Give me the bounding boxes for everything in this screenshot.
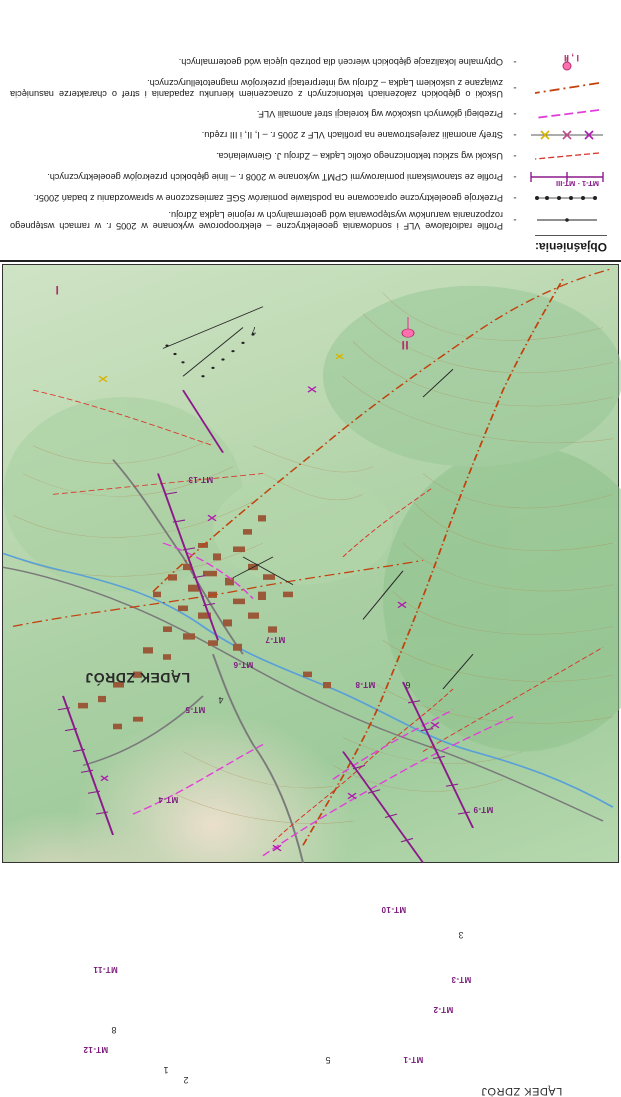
town-label-main: LĄDEK ZDRÓJ [85, 670, 191, 686]
legend-text: Uskoki wg szkicu tektonicznego okolic Lądka – Zdroju J. Gierwielańca. [216, 151, 503, 162]
legend-text: Optymalne lokalizacje głębokich wierceń dla potrzeb ujęcia wód geotermalnych. [178, 57, 503, 68]
site-symbol-label: I , II [563, 53, 579, 63]
anomaly-markers-yellow [99, 354, 343, 382]
profile-label: MT-7 [265, 635, 286, 644]
profile-label: MT-11 [93, 965, 118, 974]
legend-item-cpmt-profiles: MT-1 · MT-III - Profile ze stanowiskami pomiarowymi CPMT wykonane w 2008 r. – linie głębokich przekrojów geoelektrycznych. [10, 167, 607, 187]
site-label-i: I [55, 283, 59, 297]
legend-text: Przekroje geoelektryczne opracowane na podstawie pomiarów SGE zamieszczone w sprawozdaniu z badań 2005r. [33, 193, 503, 204]
profile-label: MT-10 [381, 905, 407, 914]
legend-text: Przebiegi głównych uskoków wg korelacji stref anomalii VLF. [256, 109, 503, 120]
profile-number: 4 [218, 695, 224, 705]
cpmt-symbol-label: MT-1 · MT-III [556, 179, 599, 188]
profile-number: 5 [325, 1055, 331, 1065]
magenta-dash-symbol [527, 105, 607, 123]
cpmt-profile-symbol [527, 168, 607, 186]
orange-dash-symbol [527, 79, 607, 97]
vlf-line-symbol [527, 211, 607, 229]
legend-item-deep-faults: - Uskoki o głębokich założeniach tektonicznych z oznaczeniem kierunku zapadania i stref o charakterze nasunięcia związane z uskokiem Lądka – Zdroju wg interpretacji przekrojów magnetotellurycznych. [10, 73, 607, 103]
profile-number: 8 [111, 1025, 117, 1035]
legend-title: Objaśnienia: [535, 235, 607, 254]
profile-label: MT-1 [403, 1055, 424, 1064]
legend-text: Profile radiofalowe VLF i sondowania geoelektryczne – elektrooporowe wykonane w 2005 r. w ramach wstępnego rozpoznania warunków występowania wód geotermalnych w rejonie Lądka Zdroju. [10, 210, 503, 231]
profile-number: 6 [405, 680, 411, 690]
anomaly-x-symbol [527, 126, 607, 144]
profile-label: MT-9 [473, 805, 494, 814]
legend-item-sge-sections: - Przekroje geoelektryczne opracowane na podstawie pomiarów SGE zamieszczone w sprawozdaniu z badań 2005r. [10, 188, 607, 208]
legend-content [0, 0, 621, 262]
legend-text: Profile ze stanowiskami pomiarowymi CPMT wykonane w 2008 r. – linie głębokich przekrojów geoelektrycznych. [47, 172, 503, 183]
profile-label: MT-4 [158, 795, 179, 804]
legend-item-vlf-faults: - Przebiegi głównych uskoków wg korelacji stref anomalii VLF. [10, 104, 607, 124]
legend-item-drill-sites: I , II - Optymalne lokalizacje głębokich wierceń dla potrzeb ujęcia wód geotermalnych. [10, 52, 607, 72]
profile-label: MT-8 [355, 680, 376, 689]
town-label-top: LĄDEK ZDRÓJ [481, 1085, 563, 1097]
profile-number: 7 [251, 325, 257, 335]
site-marker-symbol [527, 53, 607, 71]
legend [0, 0, 621, 262]
map-canvas [3, 265, 620, 864]
profile-label: MT-13 [188, 475, 214, 484]
profile-label: MT-12 [83, 1045, 109, 1054]
site-label-ii: II [401, 338, 409, 352]
legend-item-vlf-profiles: - Profile radiofalowe VLF i sondowania geoelektryczne – elektrooporowe wykonane w 2005 r. w ramach wstępnego rozpoznania warunków występowania wód geotermalnych w rejonie Lądka Zdroju. [10, 209, 607, 231]
profile-number: 2 [183, 1075, 189, 1085]
legend-item-anomaly-zones: - Strefy anomalii zarejestrowane na profilach VLF z 2005 r. – I, II, i III rzędu. [10, 125, 607, 145]
profile-label: MT-6 [233, 660, 254, 669]
red-dash-symbol [527, 147, 607, 165]
legend-text: Strefy anomalii zarejestrowane na profilach VLF z 2005 r. – I, II, i III rzędu. [201, 130, 503, 141]
profile-label: MT-3 [451, 975, 472, 984]
sge-dotted-symbol [527, 189, 607, 207]
legend-item-tectonic-faults: - Uskoki wg szkicu tektonicznego okolic Lądka – Zdroju J. Gierwielańca. [10, 146, 607, 166]
geological-map[interactable] [2, 264, 619, 1097]
profile-label: MT-2 [433, 1005, 454, 1014]
profile-number: 3 [458, 930, 464, 940]
profile-label: MT-5 [185, 705, 206, 714]
legend-text: Uskoki o głębokich założeniach tektonicznych z oznaczeniem kierunku zapadania i stref o charakterze nasunięcia związane z uskokiem Lądka – Zdroju wg interpretacji przekrojów magnetotellurycznych. [10, 78, 503, 99]
profile-number: 1 [163, 1065, 169, 1075]
sge-profiles [165, 333, 254, 377]
legend-rotated-wrapper [0, 0, 621, 262]
